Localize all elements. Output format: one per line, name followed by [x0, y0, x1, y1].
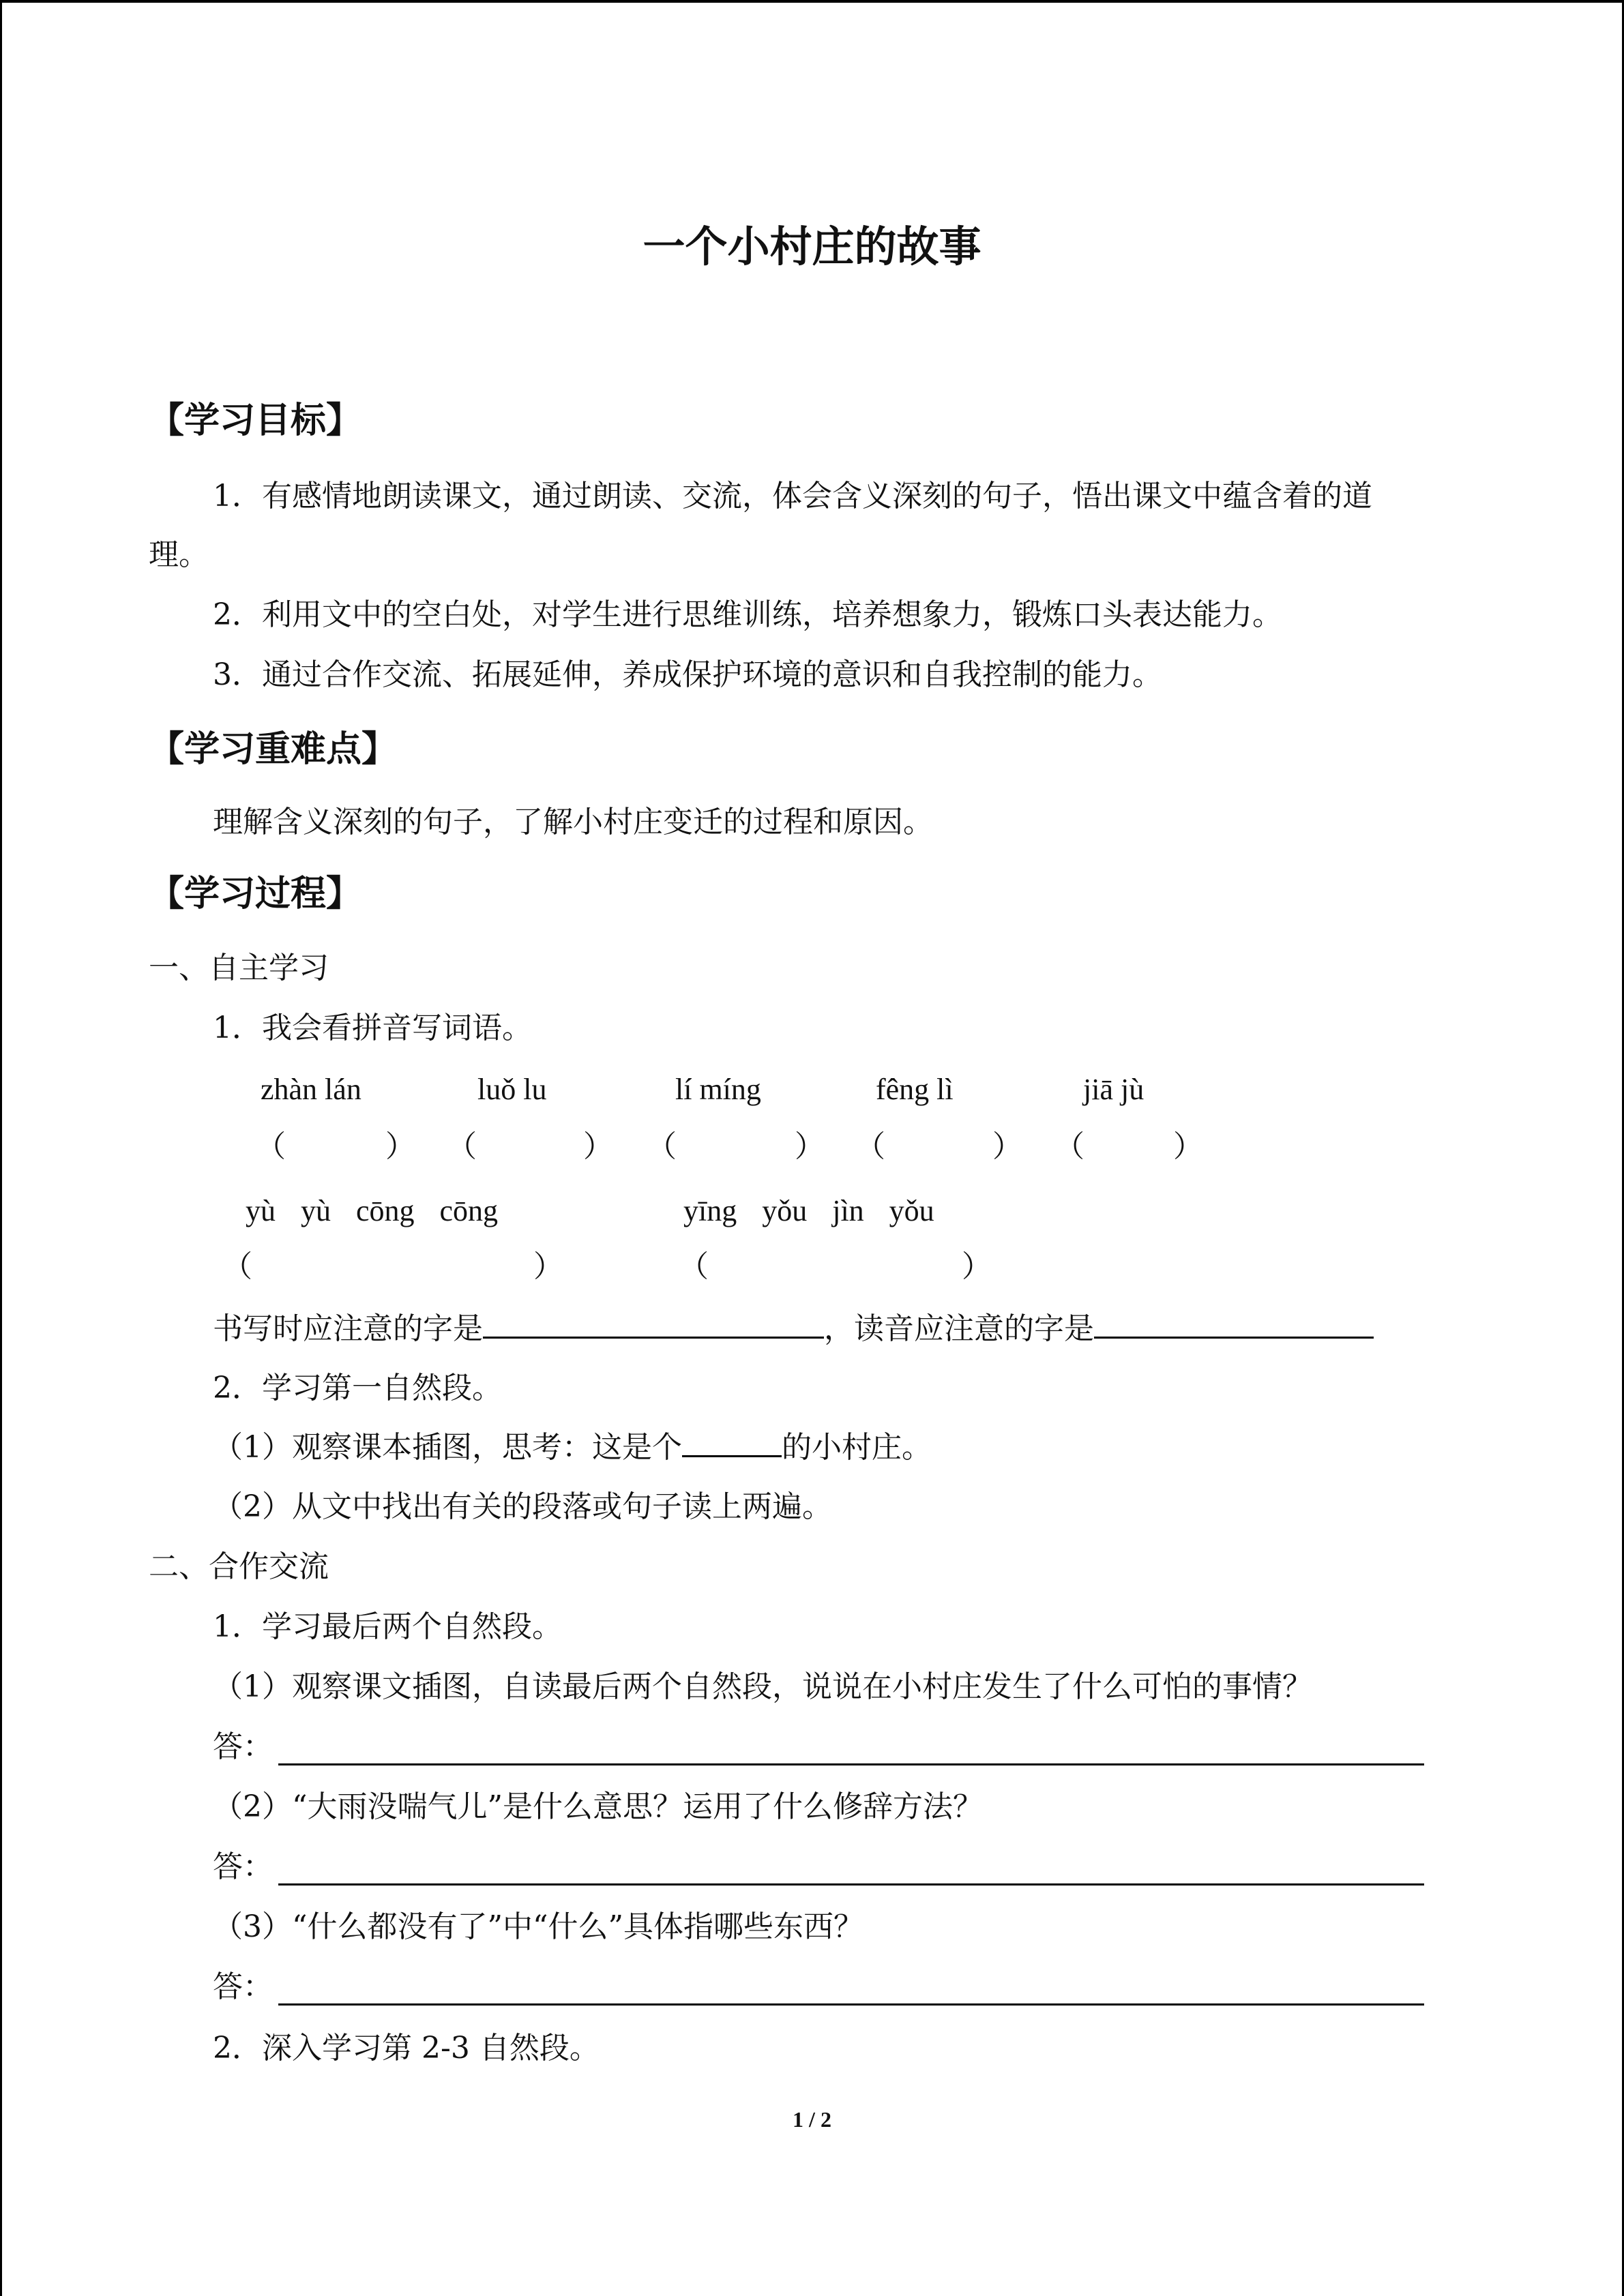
pinyin-3: lí míng	[675, 1073, 761, 1106]
paren-close: ）	[795, 1129, 825, 1164]
goal-item-1-cont: 理。	[149, 537, 209, 572]
goal-item-1: 1．有感情地朗读课文，通过朗读、交流，体会含义深刻的句子，悟出课文中蕴含着的道	[213, 479, 1372, 513]
part1-q2: 2．学习第一自然段。	[213, 1371, 502, 1405]
paren-open: （	[679, 1249, 709, 1284]
part2-q1-2: （2）“大雨没喘气儿”是什么意思？运用了什么修辞方法？	[213, 1789, 983, 1824]
answer-line-1[interactable]	[278, 1763, 1424, 1765]
part1-heading: 一、自主学习	[149, 951, 329, 985]
pinyin-7: yīng yǒu jìn yǒu	[683, 1194, 934, 1227]
part2-q1: 1．学习最后两个自然段。	[213, 1609, 562, 1644]
key-points-heading: 【学习重难点】	[149, 729, 398, 770]
q2-1-text-end: 的小村庄。	[782, 1430, 932, 1465]
village-blank[interactable]	[682, 1432, 782, 1457]
writing-blank[interactable]	[483, 1313, 824, 1339]
pinyin-1: zhàn lán	[261, 1073, 361, 1106]
answer-label: 答：	[213, 1849, 273, 1884]
pinyin-2: luǒ lu	[477, 1073, 547, 1106]
part1-q2-1	[213, 1432, 932, 1463]
reading-blank[interactable]	[1094, 1313, 1374, 1339]
paren-open: （	[222, 1249, 252, 1284]
goal-item-2: 2．利用文中的空白处，对学生进行思维训练，培养想象力，锻炼口头表达能力。	[213, 597, 1282, 632]
process-heading: 【学习过程】	[149, 874, 362, 914]
paren-open: （	[855, 1129, 885, 1164]
paren-close: ）	[992, 1129, 1022, 1164]
q2-1-text: （1）观察课本插图，思考：这是个	[213, 1430, 682, 1465]
paren-close: ）	[533, 1249, 563, 1284]
part2-q1-1: （1）观察课文插图，自读最后两个自然段，说说在小村庄发生了什么可怕的事情？	[213, 1669, 1312, 1704]
part2-q2: 2．深入学习第 2-3 自然段。	[213, 2031, 600, 2066]
page-number: 1 / 2	[793, 2107, 831, 2132]
paren-open: （	[647, 1129, 677, 1164]
paren-close: ）	[385, 1129, 415, 1164]
paren-open: （	[256, 1129, 286, 1164]
note-writing-label: 书写时应注意的字是	[213, 1311, 483, 1346]
pinyin-6: yù yù cōng cōng	[246, 1194, 499, 1227]
part1-q2-2: （2）从文中找出有关的段落或句子读上两遍。	[213, 1489, 832, 1524]
part2-q1-3: （3）“什么都没有了”中“什么”具体指哪些东西？	[213, 1909, 863, 1944]
answer-line-3[interactable]	[278, 2003, 1424, 2006]
pinyin-5: jiā jù	[1083, 1073, 1145, 1106]
part1-q1: 1．我会看拼音写词语。	[213, 1011, 532, 1045]
paren-open: （	[1054, 1129, 1084, 1164]
answer-label: 答：	[213, 1969, 273, 2004]
note-line	[213, 1313, 1374, 1344]
goals-heading: 【学习目标】	[149, 400, 362, 441]
page-border-left	[0, 0, 2, 2296]
paren-close: ）	[583, 1129, 613, 1164]
paren-close: ）	[962, 1249, 992, 1284]
part2-heading: 二、合作交流	[149, 1549, 329, 1584]
answer-line-2[interactable]	[278, 1883, 1424, 1885]
page-title: 一个小村庄的故事	[643, 222, 981, 271]
goal-item-3: 3．通过合作交流、拓展延伸，养成保护环境的意识和自我控制的能力。	[213, 657, 1162, 692]
answer-label: 答：	[213, 1729, 273, 1764]
pinyin-4: fêng lì	[876, 1073, 954, 1106]
note-reading-label: ，读音应注意的字是	[824, 1311, 1094, 1346]
key-points-text: 理解含义深刻的句子，了解小村庄变迁的过程和原因。	[213, 805, 933, 839]
page-border-top	[0, 0, 1624, 3]
paren-close: ）	[1173, 1129, 1203, 1164]
paren-open: （	[447, 1129, 477, 1164]
